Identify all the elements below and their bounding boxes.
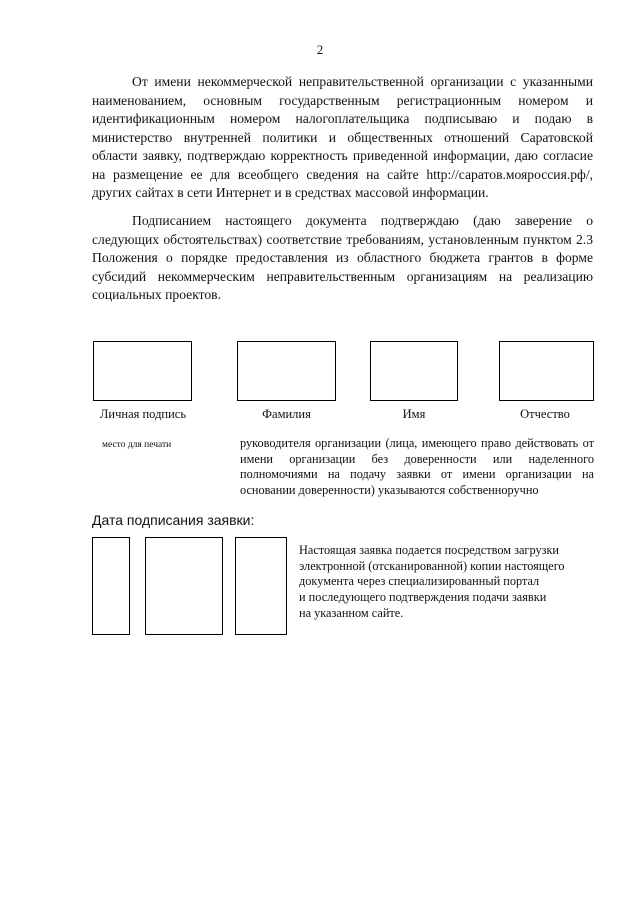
signature-box xyxy=(93,341,192,401)
submission-note-line: электронной (отсканированной) копии настоящего xyxy=(299,558,565,573)
patronymic-label: Отчество xyxy=(520,407,570,421)
surname-label: Фамилия xyxy=(262,407,311,421)
date-month-box xyxy=(145,537,223,635)
submission-note-line: и последующего подтверждения подачи заявки xyxy=(299,590,547,605)
submission-note-line: на указанном сайте. xyxy=(299,605,404,620)
stamp-place-label: место для печати xyxy=(102,440,172,450)
surname-box xyxy=(237,341,336,401)
signing-date-label: Дата подписания заявки: xyxy=(92,512,255,528)
patronymic-box xyxy=(499,341,594,401)
signature-label: Личная подпись xyxy=(99,407,187,421)
date-year-box xyxy=(235,537,287,635)
submission-note-line: Настоящая заявка подается посредством загрузки xyxy=(299,543,560,557)
name-box xyxy=(370,341,458,401)
name-label: Имя xyxy=(402,407,426,421)
submission-note xyxy=(299,543,599,622)
page-number: 2 xyxy=(316,42,324,57)
submission-note-line: документа через специализированный портал xyxy=(299,574,540,589)
date-day-box xyxy=(92,537,130,635)
head-note: руководителя организации (лица, имеющего право действовать от имени организации без доверенности или наделенного полномочиями на подачу заявки от имени организации на основании доверенности) указываются собственноручно xyxy=(240,436,594,497)
confirmation-paragraph: Подписанием настоящего документа подтверждаю (даю заверение о следующих обстоятельствах) соответствие требованиям, установленным пунктом 2.3 Положения о порядке предоставления из областного бюджета грантов в форме субсидий некоммерческим неправительственным организациям на реализацию социальных проектов. xyxy=(92,213,593,302)
consent-paragraph: От имени некоммерческой неправительственной организации с указанными наименованием, основным государственным регистрационным номером и идентификационным номером налогоплательщика подписываю и подаю в министерство внутренней политики и общественных отношений Саратовской области заявку, подтверждаю корректность приведенной информации, даю согласие на размещение ее для всеобщего сведения на сайте http://саратов.мояроссия.рф/, других сайтах в сети Интернет и в средствах массовой информации. xyxy=(92,74,593,200)
